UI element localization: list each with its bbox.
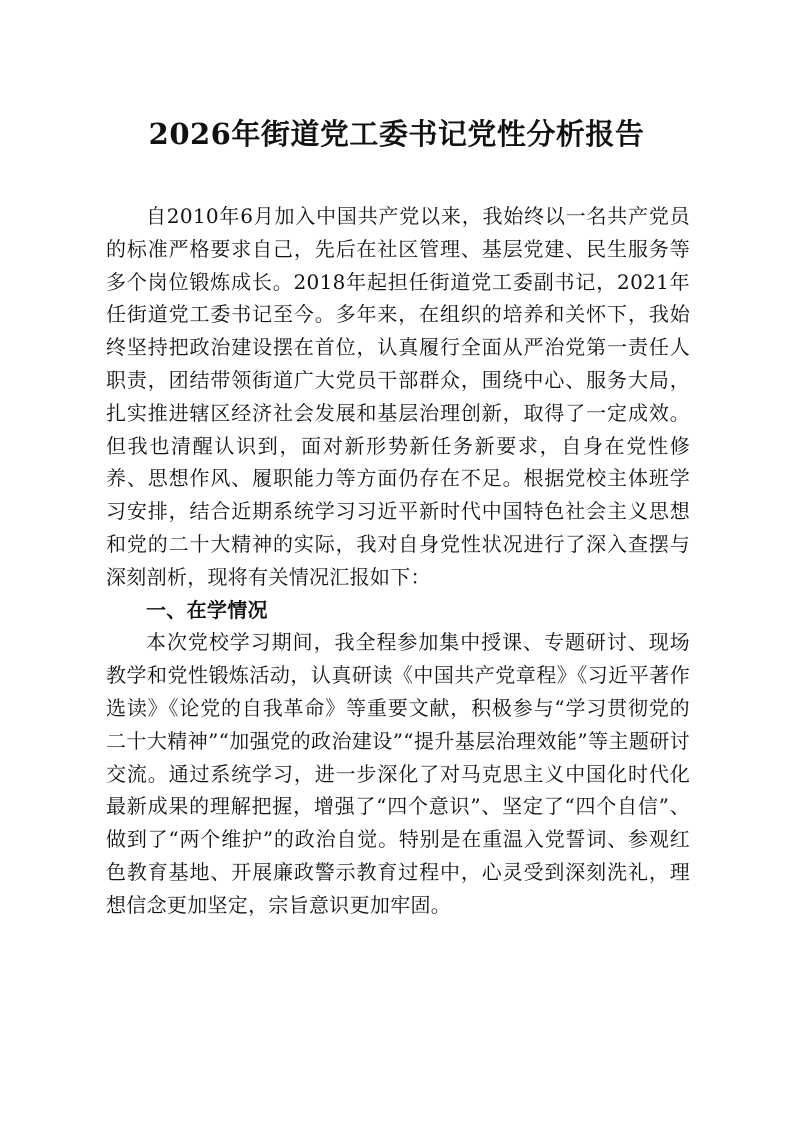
document-title: 2026年街道党工委书记党性分析报告 [148, 117, 645, 151]
section-paragraph-study: 本次党校学习期间，我全程参加集中授课、专题研讨、现场教学和党性锻炼活动，认真研读《中国共产党章程》《习近平著作选读》《论党的自我革命》等重要文献，积极参与“学习贯彻党的二十大精神”“加强党的政治建设”“提升基层治理效能”等主题研讨交流。通过系统学习，进一步深化了对马克思主义中国化时代化最新成果的理解把握，增强了“四个意识”、坚定了“四个自信”、做到了“两个维护”的政治自觉。特别是在重温入党誓词、参观红色教育基地、开展廉政警示教育过程中，心灵受到深刻洗礼，理想信念更加坚定，宗旨意识更加牢固。 [106, 630, 690, 917]
intro-paragraph: 自2010年6月加入中国共产党以来，我始终以一名共产党员的标准严格要求自己，先后在社区管理、基层党建、民生服务等多个岗位锻炼成长。2018年起担任街道党工委副书记，2021年任街道党工委书记至今。多年来，在组织的培养和关怀下，我始终坚持把政治建设摆在首位，认真履行全面从严治党第一责任人职责，团结带领街道广大党员干部群众，围绕中心、服务大局，扎实推进辖区经济社会发展和基层治理创新，取得了一定成效。但我也清醒认识到，面对新形势新任务新要求，自身在党性修养、思想作风、履职能力等方面仍存在不足。根据党校主体班学习安排，结合近期系统学习习近平新时代中国特色社会主义思想和党的二十大精神的实际，我对自身党性状况进行了深入查摆与深刻剖析，现将有关情况汇报如下： [106, 204, 690, 589]
section-heading-study: 一、在学情况 [146, 597, 268, 622]
document-body [106, 200, 690, 922]
